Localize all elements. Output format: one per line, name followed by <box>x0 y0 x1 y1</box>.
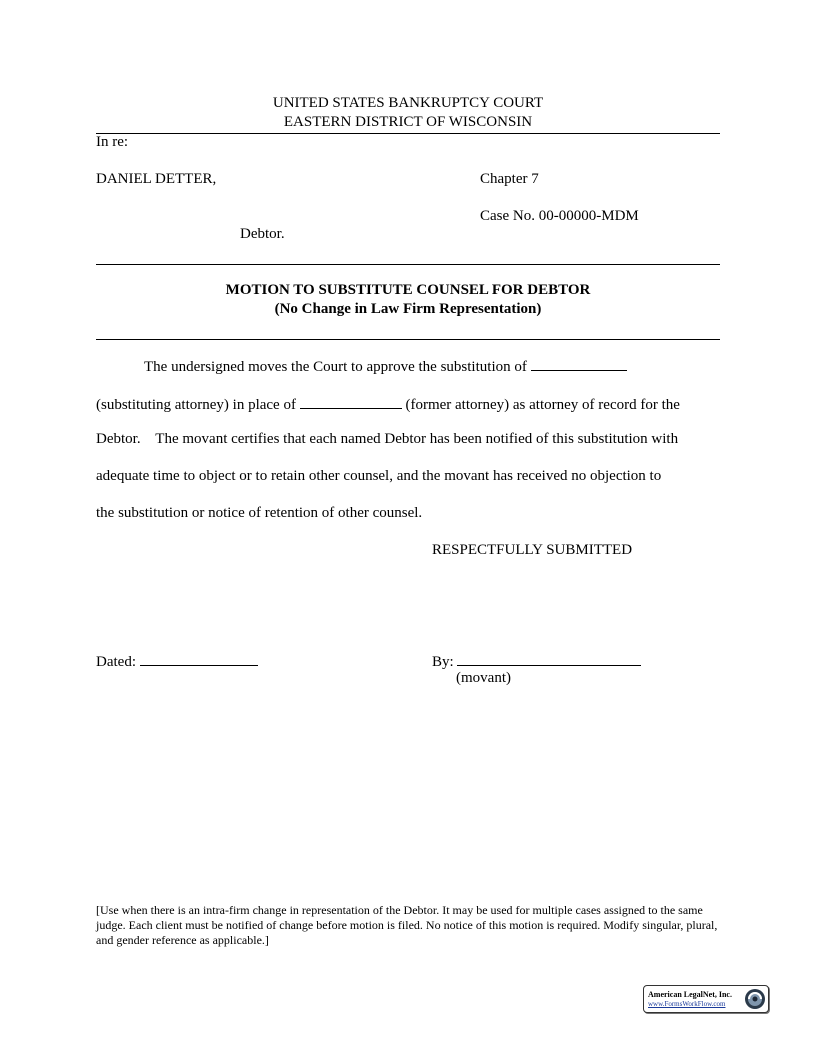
badge-company: American LegalNet, Inc. <box>648 990 732 999</box>
title-rule <box>96 339 720 340</box>
body-line-5: the substitution or notice of retention of other counsel. <box>96 505 423 521</box>
body-line-2a: (substituting attorney) in place of <box>96 397 296 413</box>
american-legalnet-badge[interactable] <box>643 985 769 1013</box>
substituting-attorney-blank <box>531 357 627 371</box>
signature-blank <box>457 652 641 666</box>
motion-subtitle: (No Change in Law Firm Representation) <box>274 301 542 317</box>
dated-line <box>96 652 258 671</box>
court-name: UNITED STATES BANKRUPTCY COURT <box>272 95 544 111</box>
body-line-1-text: The undersigned moves the Court to approve the substitution of <box>144 359 527 375</box>
by-label: By: <box>432 654 454 670</box>
caption-rule <box>96 264 720 265</box>
motion-title: MOTION TO SUBSTITUTE COUNSEL FOR DEBTOR <box>225 282 591 298</box>
district-name: EASTERN DISTRICT OF WISCONSIN <box>283 114 533 130</box>
signature-line <box>432 652 641 671</box>
usage-note: [Use when there is an intra-firm change in representation of the Debtor. It may be used for multiple cases assigned to the same judge. Each client must be notified of change before motion is filed. No notice of this motion is required. Modify singular, plural, and gender reference as applicable.] <box>96 903 718 947</box>
movant-label: (movant) <box>456 670 511 686</box>
body-line-2 <box>96 395 680 414</box>
chapter-label: Chapter 7 <box>480 171 539 187</box>
debtor-name: DANIEL DETTER, <box>96 171 217 187</box>
header-rule <box>96 133 720 134</box>
in-re-label: In re: <box>96 134 129 150</box>
debtor-label: Debtor. <box>240 226 285 242</box>
body-line-2b: (former attorney) as attorney of record for the <box>405 397 680 413</box>
case-number: Case No. 00-00000-MDM <box>480 208 639 224</box>
former-attorney-blank <box>300 395 402 409</box>
body-line-3: Debtor. The movant certifies that each named Debtor has been notified of this substitution with <box>96 431 679 447</box>
body-line-4: adequate time to object or to retain other counsel, and the movant has received no objection to <box>96 468 662 484</box>
date-blank <box>140 652 258 666</box>
dated-label: Dated: <box>96 654 136 670</box>
body-line-1 <box>144 357 627 376</box>
globe-logo-icon <box>744 987 766 1011</box>
badge-url[interactable]: www.FormsWorkFlow.com <box>648 1000 726 1008</box>
respectfully-submitted: RESPECTFULLY SUBMITTED <box>432 542 633 558</box>
